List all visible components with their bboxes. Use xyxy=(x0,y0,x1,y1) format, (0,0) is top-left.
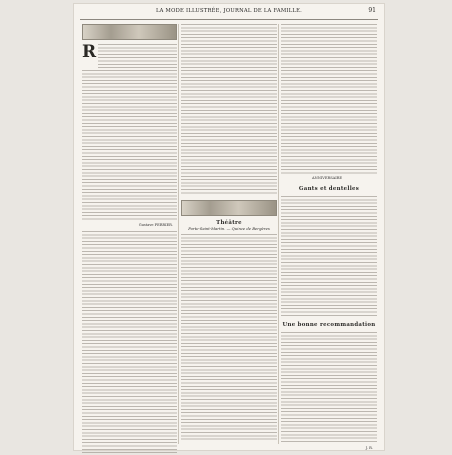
body-text xyxy=(281,196,377,316)
section-heading: Une bonne recommandation xyxy=(282,322,376,328)
header-rule xyxy=(80,19,378,20)
column-divider xyxy=(178,24,179,444)
column-right xyxy=(281,24,377,450)
body-text xyxy=(98,44,177,68)
body-text xyxy=(181,234,277,442)
column-middle xyxy=(181,24,277,442)
section-label: ANNIVERSAIRE xyxy=(311,176,343,180)
article-signature: J. R. xyxy=(365,446,373,450)
section-heading: Gants et dentelles xyxy=(298,186,360,192)
drop-cap: R xyxy=(82,42,97,62)
opening-paragraph xyxy=(82,44,177,68)
body-text xyxy=(281,332,377,444)
running-header: LA MODE ILLUSTRÉE, JOURNAL DE LA FAMILLE. xyxy=(155,8,303,14)
body-text xyxy=(82,70,177,220)
article-signature: Gustave PERRIER. xyxy=(138,223,173,227)
magazine-page xyxy=(74,4,384,450)
column-divider xyxy=(278,24,279,444)
page-number: 91 xyxy=(368,7,376,14)
decorative-banner xyxy=(181,200,277,216)
decorative-banner xyxy=(82,24,177,40)
feature-subtitle: Porte-Saint-Martin. — Quinze de Bergères xyxy=(188,226,270,231)
column-left xyxy=(82,24,177,455)
body-text xyxy=(82,231,177,455)
body-text xyxy=(281,24,377,174)
feature-title: Théâtre xyxy=(216,220,242,226)
body-text xyxy=(181,24,277,194)
